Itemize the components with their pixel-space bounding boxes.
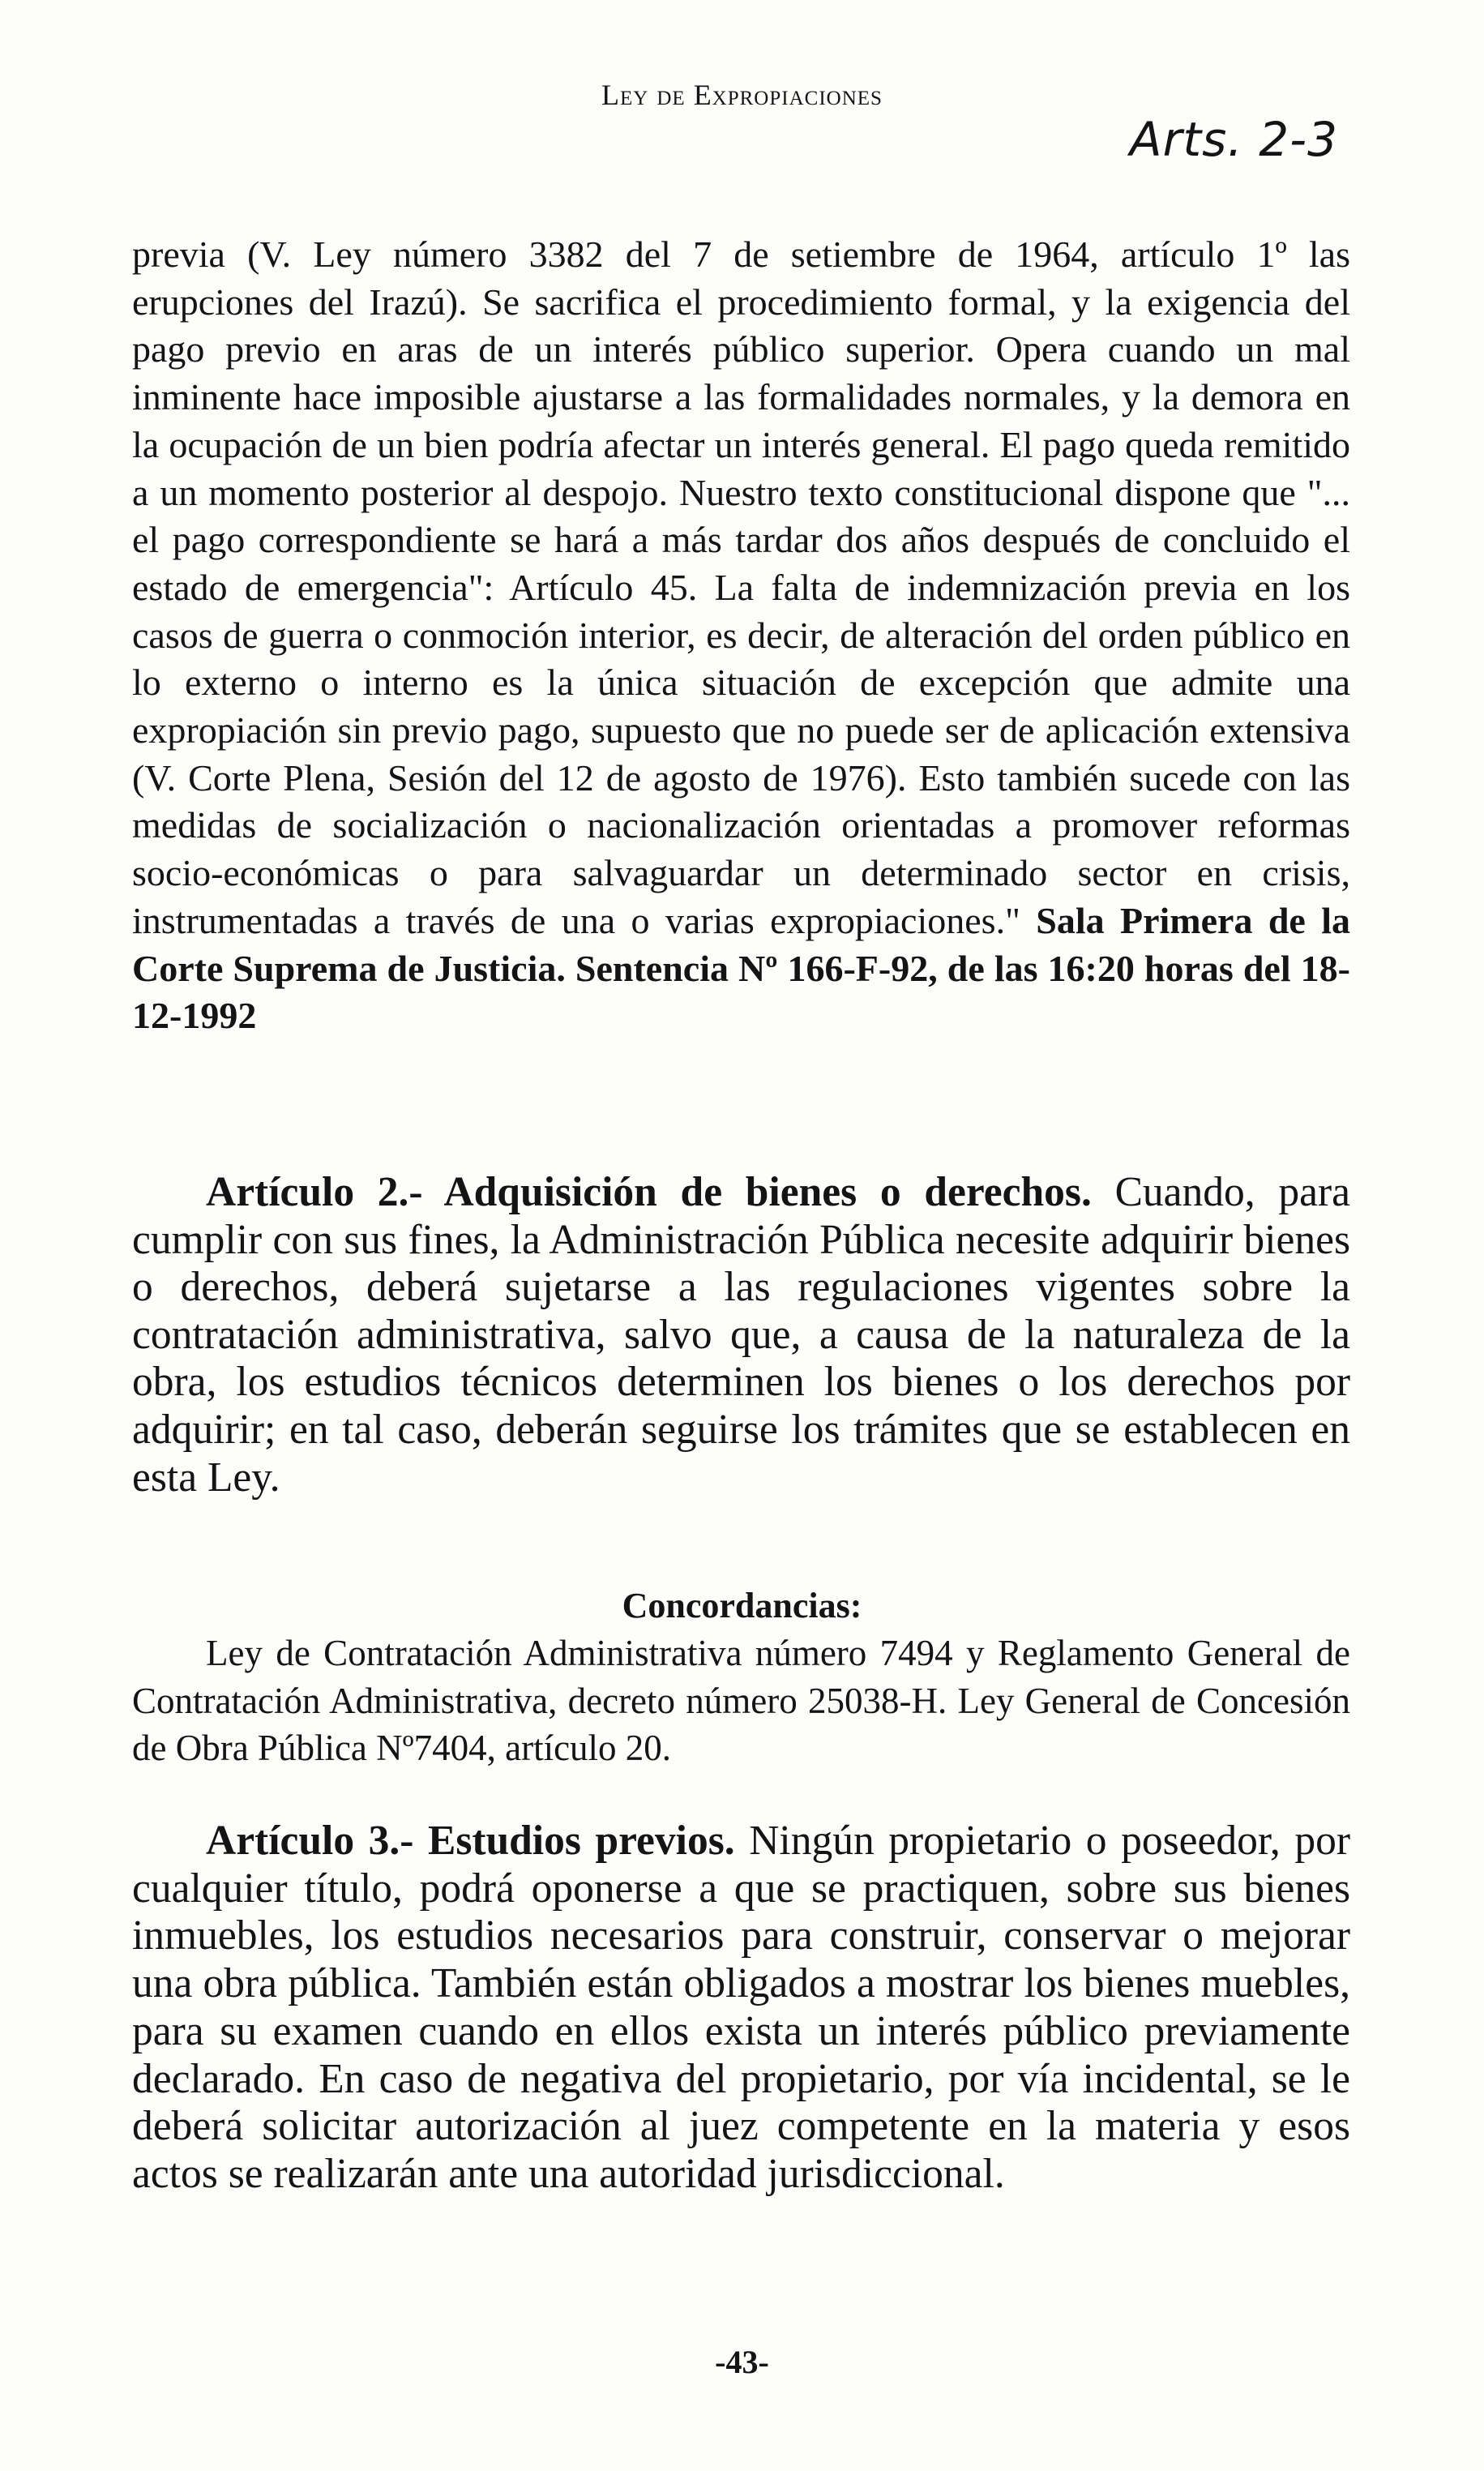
intro-text: previa (V. Ley número 3382 del 7 de setiembre de 1964, artículo 1º las erupciones del Irazú). Se sacrifica el procedimiento formal, y la exigencia del pago previo en aras de un interés público superior. Opera cuando un mal inminente hace imposible ajustarse a las formalidades normales, y la demora en la ocupación de un bien podría afectar un interés general. El pago queda remitido a un momento posterior al despojo. Nuestro texto constitucional dispone que "... el pago correspondiente se hará a más tardar dos años después de concluido el estado de emergencia": Artículo 45. La falta de indemnización previa en los casos de guerra o conmoción interior, es decir, de alteración del orden público en lo externo o interno es la única situación de excepción que admite una expropiación sin previo pago, supuesto que no puede ser de aplicación extensiva (V. Corte Plena, Sesión del 12 de agosto de 1976). Esto también sucede con las medidas de socialización o nacionalización orientadas a promover reformas socio-económicas o para salvaguardar un determinado sector en crisis, instrumentadas a través de una o varias expropiaciones." <box>132 233 1350 941</box>
article-3-body: Ningún propietario o poseedor, por cualquier título, podrá oponerse a que se practiquen, sobre sus bienes inmuebles, los estudios necesarios para construir, conservar o mejorar una obra pública. También están obligados a mostrar los bienes muebles, para su examen cuando en ellos exista un interés público previamente declarado. En caso de negativa del propietario, por vía incidental, se le deberá solicitar autorización al juez competente en la materia y esos actos se realizarán ante una autoridad jurisdiccional. <box>132 1818 1351 2197</box>
page-number: -43- <box>715 2344 769 2380</box>
article-2-body: Cuando, para cumplir con sus fines, la Administración Pública necesite adquirir bienes o derechos, deberá sujetarse a las regulaciones vigentes sobre la contratación administrativa, salvo que, a causa de la naturaleza de la obra, los estudios técnicos determinen los bienes o los derechos por adquirir; en tal caso, deberán seguirse los trámites que se establecen en esta Ley. <box>132 1169 1351 1501</box>
concordancias-text: Ley de Contratación Administrativa número 7494 y Reglamento General de Contratación Administrativa, decreto número 25038-H. Ley General de Concesión de Obra Pública Nº7404, artículo 20. <box>132 1633 1350 1768</box>
concordancias-title: Concordancias: <box>622 1586 862 1625</box>
running-header-title: Ley de Expropiaciones <box>601 79 883 111</box>
court-citation: Sala Primera de la Corte Suprema de Justicia. Sentencia Nº 166-F-92, de las 16:20 horas del 18-12-1992 <box>132 899 1351 1037</box>
article-3 <box>132 1818 1350 2199</box>
article-3-heading: Artículo 3.- Estudios previos. <box>206 1818 735 1864</box>
article-2 <box>132 1169 1350 1501</box>
article-2-heading: Artículo 2.- Adquisición de bienes o derechos. <box>206 1169 1092 1215</box>
intro-paragraph <box>132 231 1350 1040</box>
running-header-articles: Arts. 2-3 <box>1129 112 1338 167</box>
